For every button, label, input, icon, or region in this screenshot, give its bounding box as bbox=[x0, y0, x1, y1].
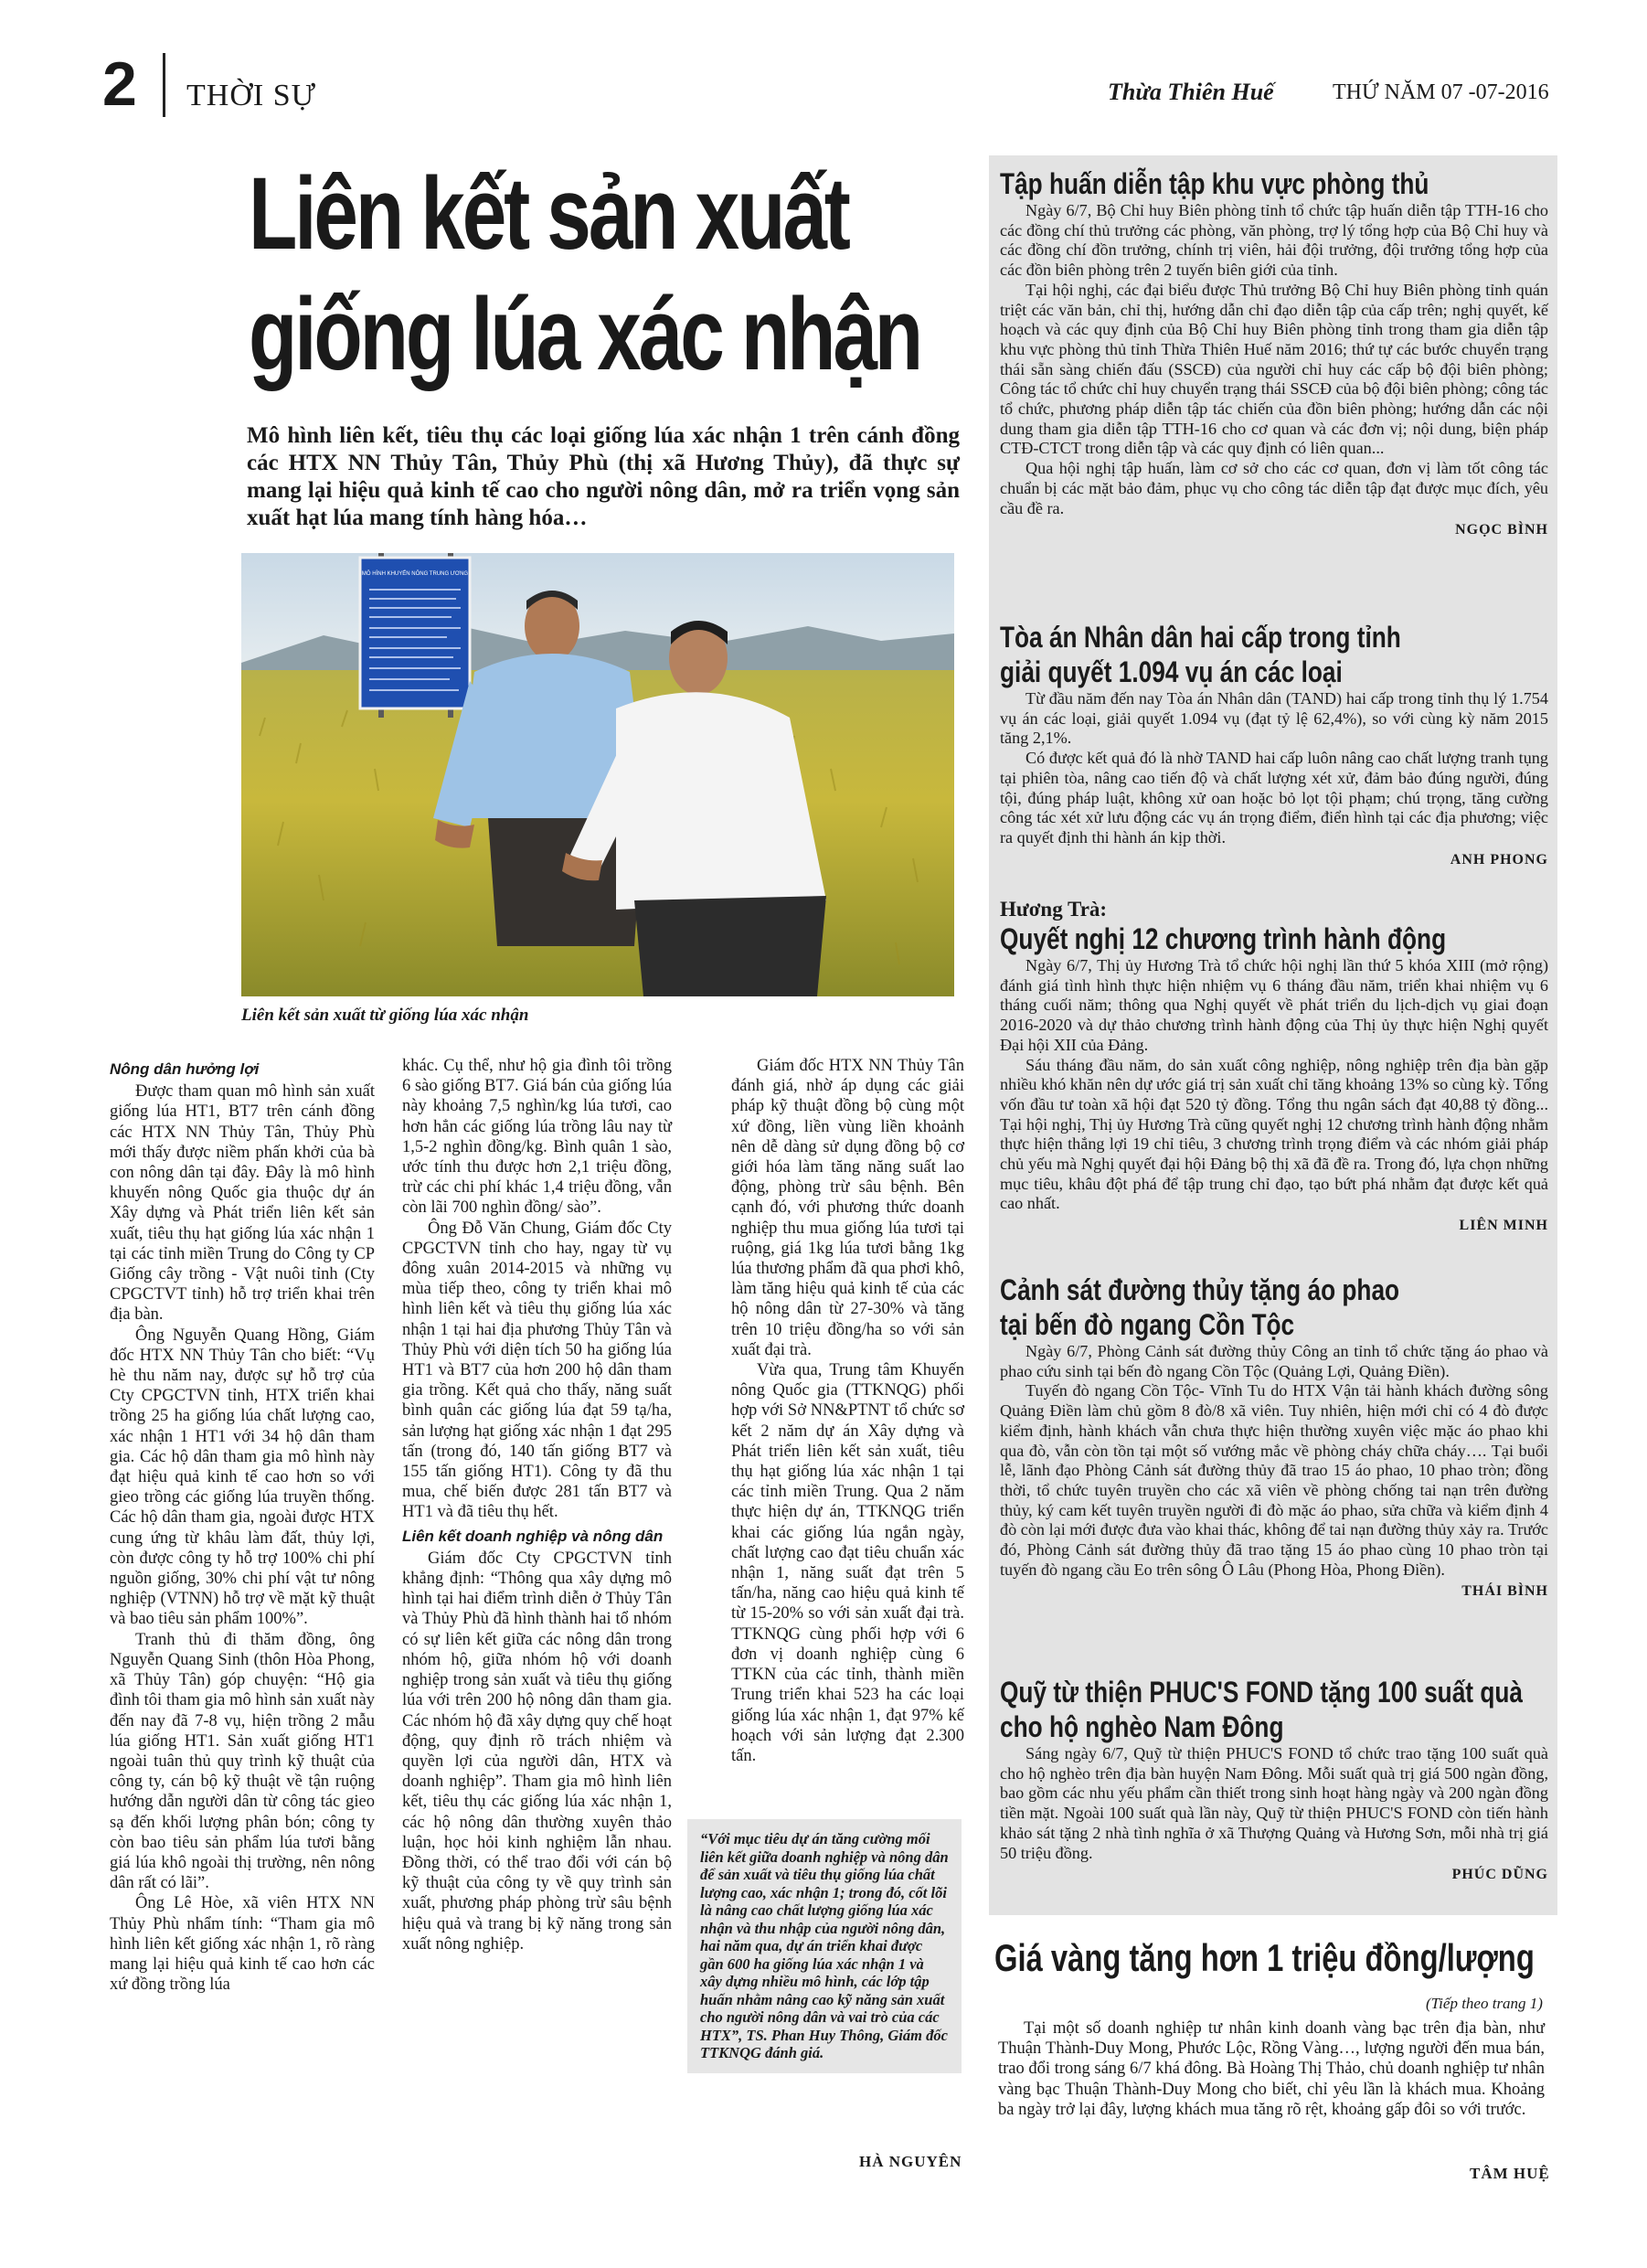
news-title: Tập huấn diễn tập khu vực phòng thủ bbox=[1000, 167, 1429, 200]
paragraph: Ông Nguyễn Quang Hồng, Giám đốc HTX NN Thủy Tân cho biết: “Vụ hè thu năm nay, được sự hỗ trợ của Cty CPGCTVN tỉnh, HTX triển khai trồng 25 ha giống lúa chất lượng cao, xác nhận 1 HT1 với 34 hộ dân tham gia. Các hộ dân tham gia mô hình này đạt hiệu quả kinh tế cao hơn so với gieo trồng các giống lúa truyền thống. Các hộ dân tham gia, ngoài được HTX cung ứng từ khâu làm đất, thủy lợi, còn được công ty hỗ trợ 100% chi phí nguồn giống, 30% chi phí vật tư nông nghiệp (VTNN) hỗ trợ về mặt kỹ thuật và bao tiêu sản phẩm 100%”. bbox=[110, 1326, 375, 1629]
paragraph: Ngày 6/7, Thị ủy Hương Trà tổ chức hội nghị lần thứ 5 khóa XIII (mở rộng) đánh giá tình hình thực hiện nhiệm vụ 6 tháng đầu năm, triển khai nhiệm vụ 6 tháng cuối năm; thông qua Nghị quyết về phát triển du lịch-dịch vụ giai đoạn 2016-2020 và dự thảo chương trình hành động của Thị ủy thực hiện Nghị quyết Đại hội XII của Đảng. bbox=[1000, 956, 1548, 1054]
masthead: Thừa Thiên Huế bbox=[1108, 79, 1274, 105]
article-photo bbox=[241, 553, 954, 996]
paragraph: Sáu tháng đầu năm, do sản xuất công nghiệp, nông nghiệp trên địa bàn gặp nhiều khó khăn nên dự ước giá trị sản xuất chỉ tăng khoảng 13% so cùng kỳ. Tổng vốn đầu tư toàn xã hội đạt 520 tỷ đồng. Tổng thu ngân sách đạt 40,88 tỷ đồng... Tại hội nghị, Thị ủy Hương Trà cũng quyết nghị 12 chương trình hành động nhằm thực hiện thắng lợi 19 chỉ tiêu, 3 chương trình trọng điểm và các nhóm giải pháp chủ yếu mà Nghị quyết đại hội Đảng bộ thị xã đã đề ra. Trong đó, lựa chọn những mục tiêu, khâu đột phá để tập trung chỉ đạo, tạo bứt phá nhằm đạt được kết quả cao nhất. bbox=[1000, 1055, 1548, 1213]
article-author: HÀ NGUYÊN bbox=[859, 2153, 962, 2170]
article-column-1 bbox=[110, 1056, 375, 1995]
main-headline bbox=[249, 154, 921, 395]
paragraph: Tại một số doanh nghiệp tư nhân kinh doanh vàng bạc trên địa bàn, như Thuận Thành-Duy Mong, Phước Lộc, Rồng Vàng…, lượng người đến mua bán, trao đổi trong sáng 6/7 khá đông. Bà Hoàng Thị Thảo, chủ doanh nghiệp tư nhân vàng bạc Thuận Thành-Duy Mong cho biết, chỉ yêu lần là khách mua. Khoảng ba ngày trở lại đây, lượng khách mua tăng rõ rệt, khoảng gấp đôi so với trước. bbox=[998, 2019, 1545, 2119]
sign-title: MÔ HÌNH KHUYẾN NÔNG TRUNG ƯƠNG bbox=[361, 571, 469, 577]
news-byline: PHÚC DŨNG bbox=[1451, 1867, 1548, 1883]
section-title: THỜI SỰ bbox=[186, 79, 316, 112]
news-kicker: Hương Trà: bbox=[1000, 898, 1108, 921]
paragraph: Ông Lê Hòe, xã viên HTX NN Thủy Phù nhẩm tính: “Tham gia mô hình liên kết giống xác nhận 1, rõ ràng mang lại hiệu quả kinh tế cao hơn các xứ đồng trồng lúa bbox=[110, 1894, 375, 1995]
paragraph: Giám đốc Cty CPGCTVN tỉnh khẳng định: “Thông qua xây dựng mô hình tại hai điểm trình diễn ở Thủy Tân và Thủy Phù đã hình thành hai tổ nhóm có sự liên kết giữa các nông dân trong nhóm hộ, giữa nhóm hộ với doanh nghiệp trong sản xuất và tiêu thụ giống lúa với trên 200 hộ nông dân tham gia. Các nhóm hộ đã xây dựng quy chế hoạt động, quy định rõ trách nhiệm và quyền lợi của người dân, HTX và doanh nghiệp”. Tham gia mô hình liên kết, tiêu thụ các giống lúa xác nhận 1, các hộ nông dân thường xuyên thảo luận, học hỏi kinh nghiệm lẫn nhau. Đồng thời, có thể trao đổi với cán bộ kỹ thuật của công ty về quy trình sản xuất, phương pháp phòng trừ sâu bệnh hiệu quả và trang bị kỹ năng trong sản xuất nông nghiệp. bbox=[402, 1549, 672, 1954]
paragraph: Từ đầu năm đến nay Tòa án Nhân dân (TAND) hai cấp trong tỉnh thụ lý 1.754 vụ án các loại, giải quyết 1.094 vụ (đạt tỷ lệ 62,4%), so với cùng kỳ năm 2015 tăng 2,1%. bbox=[1000, 689, 1548, 748]
paragraph: Qua hội nghị tập huấn, làm cơ sở cho các cơ quan, đơn vị làm tốt công tác chuẩn bị các mặt bảo đảm, phục vụ cho công tác diễn tập đạt được mục đích, yêu cầu đề ra. bbox=[1000, 459, 1548, 517]
subheading-farmers-benefit: Nông dân hưởng lợi bbox=[110, 1060, 260, 1078]
paragraph: Vừa qua, Trung tâm Khuyến nông Quốc gia (TTKNQG) phối hợp với Sở NN&PTNT tổ chức sơ kết 2 năm dự án Xây dựng và Phát triển liên kết sản xuất, tiêu thụ hạt giống lúa xác nhận 1 tại các tỉnh miền Trung. Qua 2 năm thực hiện dự án, TTKNQG triển khai các giống lúa ngắn ngày, chất lượng cao đạt tiêu chuẩn xác nhận 1, năng suất đạt trên 5 tấn/ha, năng cao hiệu quả kinh tế từ 15-20% so với sản xuất đại trà. TTKNQG cùng phối hợp với 6 đơn vị doanh nghiệp cùng 6 TTKN của các tỉnh, thành miền Trung triển khai 523 ha các loại giống lúa xác nhận 1, đạt 97% kế hoạch với sản lượng đạt 2.300 tấn. bbox=[731, 1361, 964, 1765]
news-byline: THÁI BÌNH bbox=[1461, 1583, 1548, 1600]
gold-price-headline: Giá vàng tăng hơn 1 triệu đồng/lượng bbox=[994, 1936, 1535, 1979]
news-brief-charity bbox=[1000, 1675, 1548, 1883]
gold-price-author: TÂM HUỆ bbox=[1470, 2165, 1550, 2182]
news-byline: LIÊN MINH bbox=[1459, 1218, 1548, 1234]
paragraph: Tuyến đò ngang Cồn Tộc- Vĩnh Tu do HTX Vận tải hành khách đường sông Quảng Điền làm chủ gồm 8 đò/8 xã viên. Tuy nhiên, hiện mới chỉ có 4 đò được kiểm định, hành khách vẫn chưa thực hiện thường xuyên việc mặc áo phao khi qua đò, vẫn còn tồn tại một số vướng mắc về phòng cháy chữa cháy…. Tại buổi lễ, lãnh đạo Phòng Cảnh sát đường thủy đã trao 15 áo phao, 10 phao tròn; đồng thời, tổ chức tuyên truyền cho các xã viên về phòng chống tai nạn trên đường thủy, ký cam kết tuyên truyền người đi đò mặc áo phao, sửa chữa và kiểm định 4 đò còn lại mới được đưa vào khai thác, không để tai nạn đường thủy xảy ra. Trước đó, Phòng Cảnh sát đường thủy đã trao tặng 15 áo phao cùng 10 phao tròn tại tuyến đò ngang cầu Eo trên sông Ô Lâu (Phong Hòa, Phong Điền). bbox=[1000, 1381, 1548, 1579]
news-title-line-1: Cảnh sát đường thủy tặng áo phao bbox=[1000, 1273, 1400, 1306]
paragraph: khác. Cụ thể, như hộ gia đình tôi trồng 6 sào giống BT7. Giá bán của giống lúa này khoảng 7,5 nghìn/kg lúa tươi, cao hơn hẳn các giống lúa trồng lâu nay từ 1,5-2 nghìn đồng/kg. Bình quân 1 sào, ước tính thu được hơn 2,1 triệu đồng, trừ các chi phí khác 1,4 triệu đồng, vẫn còn lãi 700 nghìn đồng/ sào”. bbox=[402, 1057, 672, 1218]
news-title-line-1: Tòa án Nhân dân hai cấp trong tỉnh bbox=[1000, 621, 1401, 654]
paragraph: Sáng ngày 6/7, Quỹ từ thiện PHUC'S FOND tổ chức trao tặng 100 suất quà cho hộ nghèo trên địa bàn huyện Nam Đông. Mỗi suất quà trị giá 500 ngàn đồng, bao gồm các nhu yếu phẩm cần thiết trong sinh hoạt hàng ngày và 200 ngàn đồng tiền mặt. Ngoài 100 suất quà lần này, Quỹ từ thiện PHUC'S FOND còn tiến hành khảo sát tặng 2 nhà tình nghĩa ở xã Thượng Quảng và Hương Sơn, mỗi nhà trị giá 50 triệu đồng. bbox=[1000, 1744, 1548, 1862]
news-brief-court bbox=[1000, 620, 1548, 868]
news-byline: ANH PHONG bbox=[1450, 851, 1548, 868]
pull-quote: “Với mục tiêu dự án tăng cường mối liên kết giữa doanh nghiệp và nông dân để sản xuất và tiêu thụ giống lúa chất lượng cao, xác nhận 1; trong đó, cốt lõi là nâng cao chất lượng giống lúa xác nhận và thu nhập của người nông dân, hai năm qua, dự án triển khai được gần 600 ha giống lúa xác nhận 1 và xây dựng nhiều mô hình, các lớp tập huấn nhằm nâng cao kỹ năng sản xuất cho người nông dân và vai trò của các HTX”, TS. Phan Huy Thông, Giám đốc TTKNQG đánh giá. bbox=[687, 1819, 962, 2073]
paragraph: Được tham quan mô hình sản xuất giống lúa HT1, BT7 trên cánh đồng các HTX NN Thủy Tân, Thủy Phù mới thấy được niềm phấn khởi của bà con nông dân tại đây. Đây là mô hình khuyến nông Quốc gia thuộc dự án Xây dựng và Phát triển liên kết sản xuất, tiêu thụ hạt giống lúa xác nhận 1 tại các tỉnh miền Trung do Công ty CP Giống cây trồng - Vật nuôi tỉnh (Cty CPGCTVT tỉnh) hỗ trợ triển khai trên địa bàn. bbox=[110, 1082, 375, 1325]
news-brief-training bbox=[1000, 166, 1548, 538]
article-column-2 bbox=[402, 1056, 672, 1954]
article-lead: Mô hình liên kết, tiêu thụ các loại giống lúa xác nhận 1 trên cánh đồng các HTX NN Thủy Tân, Thủy Phù (thị xã Hương Thủy), đã thực sự mang lại hiệu quả kinh tế cao cho người nông dân, mở ra triển vọng sản xuất hạt lúa mang tính hàng hóa… bbox=[247, 423, 960, 530]
paragraph: Tại hội nghị, các đại biểu được Thủ trưởng Bộ Chỉ huy Biên phòng tỉnh quán triệt các văn bản, chỉ thị, hướng dẫn chỉ đạo diễn tập của cấp trên; nghị quyết, kế hoạch và các quy định của Bộ Chỉ huy Biên phòng tỉnh trong tham gia diễn tập khu vực phòng thủ tỉnh Thừa Thiên Huế năm 2016; thứ tự các bước chuyển trạng thái sẵn sàng chiến đấu (SSCĐ) của người chỉ huy các cấp bộ đội biên phòng; Công tác tổ chức chỉ huy chuyển trạng thái SSCĐ của bộ đội biên phòng; công tác tổ chức, phương pháp diễn tập tác chiến của đồn biên phòng; hướng dẫn các nội dung tham gia diễn tập TTH-16 cho cơ quan và các đơn vị; nội dung, biện pháp CTĐ-CTCT trong diễn tập và các quy định có liên quan... bbox=[1000, 280, 1548, 458]
subheading-business-link: Liên kết doanh nghiệp và nông dân bbox=[402, 1527, 664, 1545]
paragraph: Có được kết quả đó là nhờ TAND hai cấp luôn nâng cao chất lượng tranh tụng tại phiên tòa, nâng cao tiến độ và chất lượng xét xử, đảm bảo đúng người, đúng tội, đúng pháp luật, không xử oan hoặc bỏ lọt tội phạm; chú trọng, tăng cường công tác xét xử lưu động các vụ án trọng điểm, điển hình tại các địa phương; việc ra quyết định thi hành án kịp thời. bbox=[1000, 749, 1548, 847]
issue-date: THỨ NĂM 07 -07-2016 bbox=[1333, 80, 1549, 104]
article-column-3 bbox=[731, 1056, 964, 1766]
headline-line-1: Liên kết sản xuất bbox=[249, 156, 848, 271]
rice-field-photo bbox=[241, 553, 954, 996]
gold-price-body bbox=[998, 2018, 1545, 2120]
continued-from-note: (Tiếp theo trang 1) bbox=[1426, 1995, 1543, 2012]
header-divider bbox=[163, 53, 165, 117]
news-title-line-2: giải quyết 1.094 vụ án các loại bbox=[1000, 655, 1343, 688]
headline-line-2: giống lúa xác nhận bbox=[249, 277, 921, 391]
photo-caption: Liên kết sản xuất từ giống lúa xác nhận bbox=[241, 1006, 529, 1025]
news-title-line-1: Quỹ từ thiện PHUC'S FOND tặng 100 suất quà bbox=[1000, 1676, 1523, 1709]
news-brief-waterway-police bbox=[1000, 1272, 1548, 1600]
page-number: 2 bbox=[102, 49, 137, 119]
paragraph: Ngày 6/7, Bộ Chỉ huy Biên phòng tỉnh tổ chức tập huấn diễn tập TTH-16 cho các đồng chí thủ trưởng các phòng, văn phòng, trợ lý tổng hợp của Bộ Chỉ huy và các đồng chí đồn trưởng, chính trị viên, hải đội trưởng, đội trưởng tổng hợp của các đồn biên phòng trên 2 tuyến biên giới của tỉnh. bbox=[1000, 201, 1548, 280]
news-byline: NGỌC BÌNH bbox=[1455, 522, 1548, 538]
paragraph: Tranh thủ đi thăm đồng, ông Nguyễn Quang Sinh (thôn Hòa Phong, xã Thủy Tân) góp chuyện: “Hộ gia đình tôi tham gia mô hình sản xuất này đến nay đã 7-8 vụ, hiện trồng 2 mẫu lúa giống HT1. Sản xuất giống HT1 ngoài tuân thủ quy trình kỹ thuật của công ty, cán bộ kỹ thuật về tận ruộng hướng dẫn người dân từ công tác gieo sạ đến khối lượng phân bón; công ty còn bao tiêu sản phẩm lúa tươi bằng giá lúa khô ngoài thị trường, nên nông dân rất có lãi”. bbox=[110, 1630, 375, 1893]
paragraph: Ông Đỗ Văn Chung, Giám đốc Cty CPGCTVN tỉnh cho hay, ngay từ vụ đông xuân 2014-2015 và những vụ mùa tiếp theo, công ty triển khai mô hình liên kết và tiêu thụ giống lúa xác nhận 1 tại hai địa phương Thủy Tân và Thủy Phù với diện tích 50 ha giống lúa HT1 và BT7 của hơn 200 hộ dân tham gia trồng. Kết quả cho thấy, năng suất bình quân các giống lúa đạt 59 tạ/ha, sản lượng hạt giống xác nhận 1 đạt 295 tấn (trong đó, 140 tấn giống BT7 và 155 tấn giống HT1). Công ty đã thu mua, chế biến được 281 tấn BT7 và HT1 và đã tiêu thụ hết. bbox=[402, 1219, 672, 1522]
news-title: Quyết nghị 12 chương trình hành động bbox=[1000, 922, 1447, 955]
paragraph: Ngày 6/7, Phòng Cảnh sát đường thủy Công an tỉnh tổ chức tặng áo phao và phao cứu sinh tại bến đò ngang Cồn Tộc (Quảng Lợi, Quảng Điền). bbox=[1000, 1342, 1548, 1380]
news-title-line-2: cho hộ nghèo Nam Đông bbox=[1000, 1710, 1284, 1743]
news-brief-huong-tra bbox=[1000, 898, 1548, 1234]
paragraph: Giám đốc HTX NN Thủy Tân đánh giá, nhờ áp dụng các giải pháp kỹ thuật đồng bộ cùng một xứ đồng, liền vùng liền khoảnh nên dễ dàng sử dụng đồng bộ cơ giới hóa làm tăng năng suất lao động, phòng trừ sâu bệnh. Bên cạnh đó, với phương thức doanh nghiệp thu mua giống lúa tươi tại ruộng, giá 1kg lúa tươi bằng 1kg lúa thương phẩm đã qua phơi khô, làm tăng hiệu quả kinh tế của các hộ nông dân từ 27-30% và tăng trên 10 triệu đồng/ha so với sản xuất đại trà. bbox=[731, 1057, 964, 1359]
news-title-line-2: tại bến đò ngang Cồn Tộc bbox=[1000, 1308, 1295, 1341]
